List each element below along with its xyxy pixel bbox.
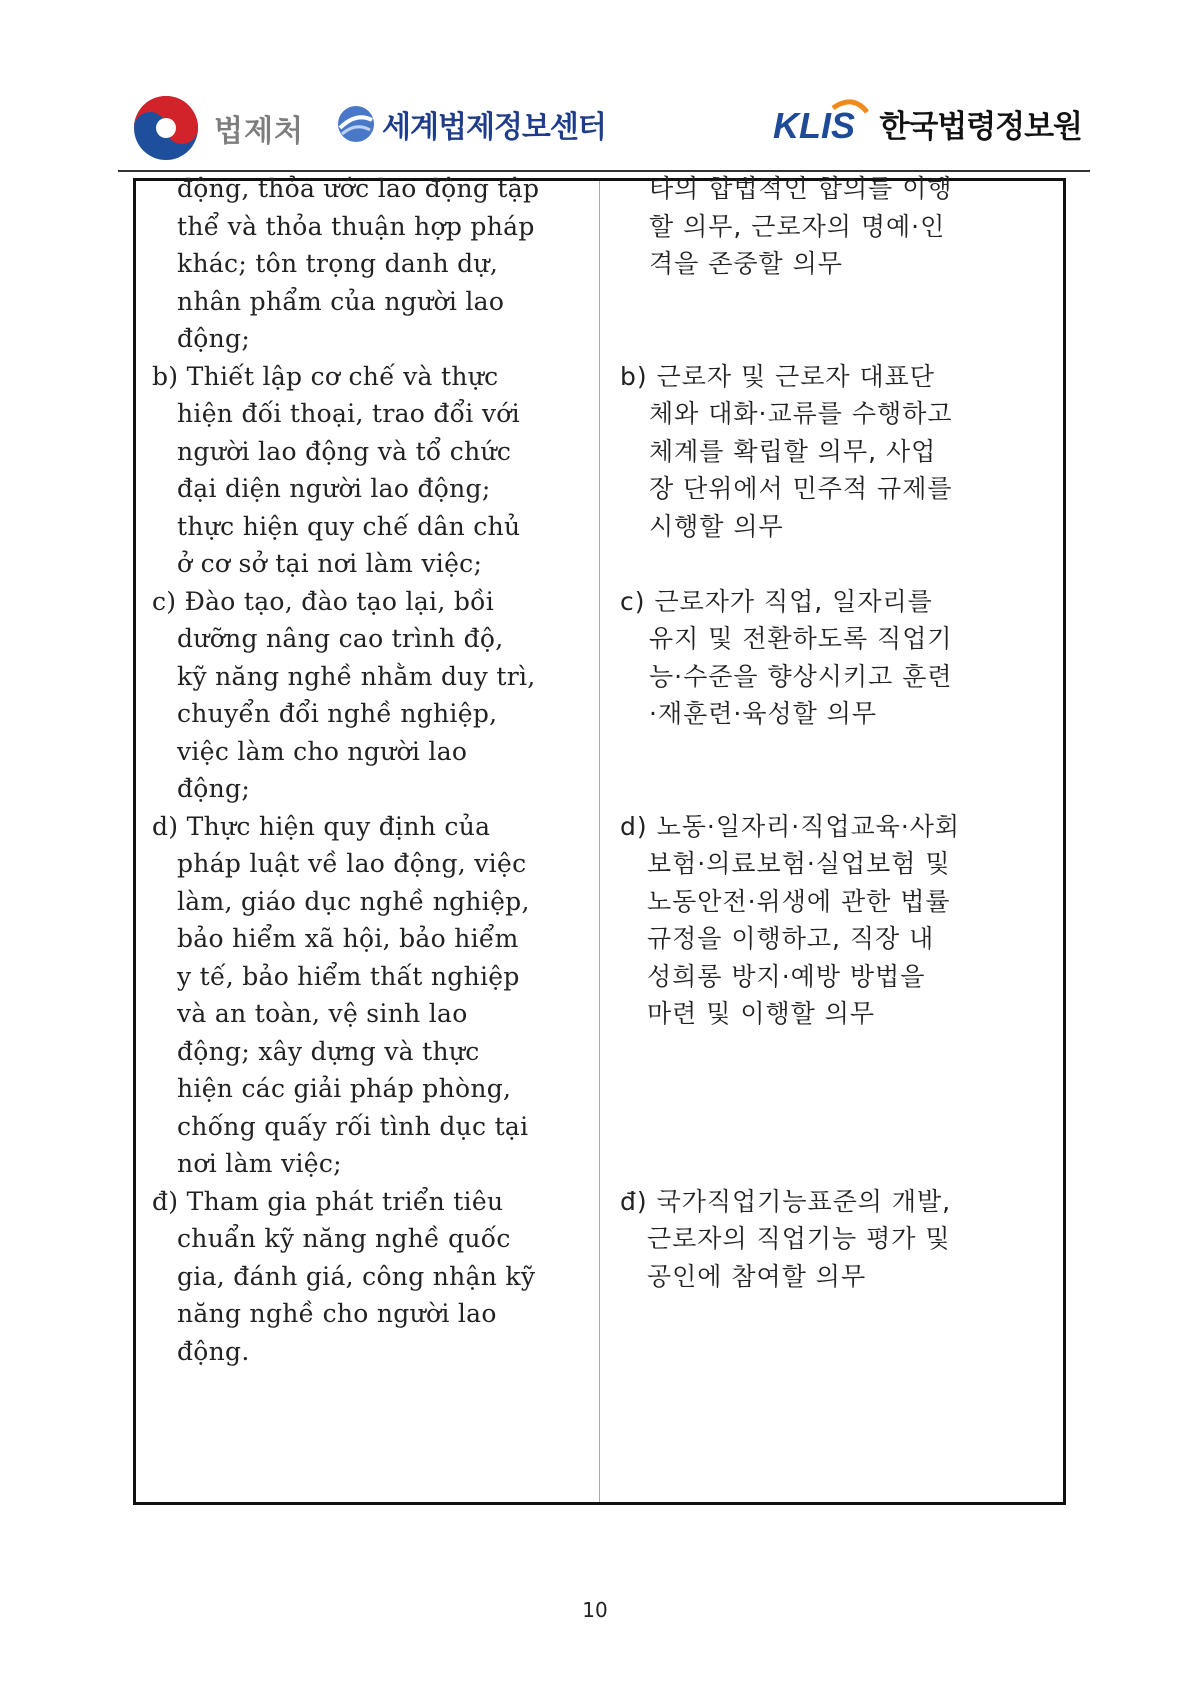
- korean-intro-line: 격을 존중할 의무: [649, 249, 843, 278]
- column-divider: [599, 181, 600, 1502]
- korean-dd-line: 공인에 참여할 의무: [647, 1261, 867, 1291]
- page-header: [118, 88, 1090, 168]
- vietnamese-c-line: động;: [177, 774, 251, 803]
- vietnamese-d-line: d) Thực hiện quy định của: [152, 811, 491, 841]
- korean-b-line: 장 단위에서 민주적 규제를: [649, 474, 953, 503]
- vietnamese-dd-line: động.: [177, 1336, 250, 1366]
- vietnamese-dd-line: năng nghề cho người lao: [177, 1299, 497, 1328]
- klis-mark-icon: [771, 98, 871, 148]
- klis-logo: [771, 98, 1082, 148]
- vietnamese-intro-line: động;: [177, 324, 251, 353]
- vietnamese-d-line: nơi làm việc;: [177, 1149, 342, 1178]
- korean-d-line: 노동안전·위생에 관한 법률: [647, 886, 951, 916]
- korean-b-line: 시행할 의무: [649, 511, 784, 541]
- vietnamese-b-line: thực hiện quy chế dân chủ: [177, 511, 521, 541]
- vietnamese-d-line: chống quấy rối tình dục tại: [177, 1111, 529, 1141]
- moleg-logo: [132, 94, 304, 162]
- korean-c-line: ·재훈련·육성할 의무: [649, 699, 878, 728]
- korean-dd-line: 근로자의 직업기능 평가 및: [647, 1224, 951, 1253]
- vietnamese-d-line: động; xây dựng và thực: [177, 1036, 480, 1066]
- korean-dd-line: đ) 국가직업기능표준의 개발,: [620, 1186, 952, 1216]
- vietnamese-c-line: việc làm cho người lao: [177, 736, 468, 766]
- korean-c-line: 유지 및 전환하도록 직업기: [649, 624, 953, 653]
- korean-b-line: 체와 대화·교류를 수행하고: [649, 399, 953, 428]
- vietnamese-b-line: b) Thiết lập cơ chế và thực: [152, 361, 499, 391]
- vietnamese-intro-line: động, thỏa ước lao động tập: [177, 174, 540, 203]
- vietnamese-b-line: ở cơ sở tại nơi làm việc;: [177, 549, 483, 578]
- vietnamese-d-line: pháp luật về lao động, việc: [177, 849, 527, 878]
- korean-d-line: 보험·의료보험·실업보험 및: [647, 849, 951, 878]
- korean-intro-line: 할 의무, 근로자의 명예·인: [649, 211, 946, 241]
- world-law-center-logo: [336, 102, 606, 146]
- page-number: 10: [582, 1598, 608, 1622]
- vietnamese-d-line: y tế, bảo hiểm thất nghiệp: [177, 961, 520, 991]
- korean-d-line: 성희롱 방지·예방 방법을: [647, 961, 926, 991]
- vietnamese-d-line: làm, giáo dục nghề nghiệp,: [177, 886, 530, 916]
- korean-c-line: c) 근로자가 직업, 일자리를: [620, 586, 933, 616]
- vietnamese-dd-line: gia, đánh giá, công nhận kỹ: [177, 1261, 536, 1291]
- vietnamese-intro-line: nhân phẩm của người lao: [177, 286, 505, 316]
- vietnamese-c-line: dưỡng nâng cao trình độ,: [177, 624, 504, 653]
- korean-d-line: d) 노동·일자리·직업교육·사회: [620, 811, 961, 841]
- vietnamese-dd-line: đ) Tham gia phát triển tiêu: [152, 1186, 504, 1216]
- korean-b-line: b) 근로자 및 근로자 대표단: [620, 361, 935, 391]
- globe-icon: [336, 104, 376, 144]
- vietnamese-intro-line: khác; tôn trọng danh dự,: [177, 249, 499, 278]
- vietnamese-c-line: chuyển đổi nghề nghiệp,: [177, 699, 498, 728]
- vietnamese-d-line: và an toàn, vệ sinh lao: [177, 999, 468, 1028]
- vietnamese-c-line: c) Đào tạo, đào tạo lại, bồi: [152, 586, 495, 616]
- moleg-logo-text: 법제처: [214, 114, 304, 149]
- korean-c-line: 능·수준을 향상시키고 훈련: [649, 661, 953, 691]
- vietnamese-b-line: người lao động và tổ chức: [177, 436, 512, 466]
- korean-d-line: 마련 및 이행할 의무: [647, 999, 876, 1028]
- vietnamese-c-line: kỹ năng nghề nhằm duy trì,: [177, 661, 536, 691]
- world-law-center-text: 세계법제정보센터: [382, 110, 606, 145]
- korean-b-line: 체계를 확립할 의무, 사업: [649, 436, 937, 466]
- korean-intro-line: 타의 합법적인 합의를 이행: [649, 174, 953, 203]
- vietnamese-dd-line: chuẩn kỹ năng nghề quốc: [177, 1224, 511, 1253]
- vietnamese-intro-line: thể và thỏa thuận hợp pháp: [177, 211, 535, 241]
- korean-d-line: 규정을 이행하고, 직장 내: [647, 924, 935, 953]
- taegeuk-seal-icon: [132, 94, 200, 162]
- vietnamese-d-line: hiện các giải pháp phòng,: [177, 1074, 512, 1103]
- vietnamese-b-line: đại diện người lao động;: [177, 474, 491, 503]
- vietnamese-d-line: bảo hiểm xã hội, bảo hiểm: [177, 924, 519, 953]
- svg-text:KLIS: KLIS: [773, 105, 856, 146]
- vietnamese-b-line: hiện đối thoại, trao đổi với: [177, 399, 520, 428]
- klis-logo-text: 한국법령정보원: [879, 108, 1082, 145]
